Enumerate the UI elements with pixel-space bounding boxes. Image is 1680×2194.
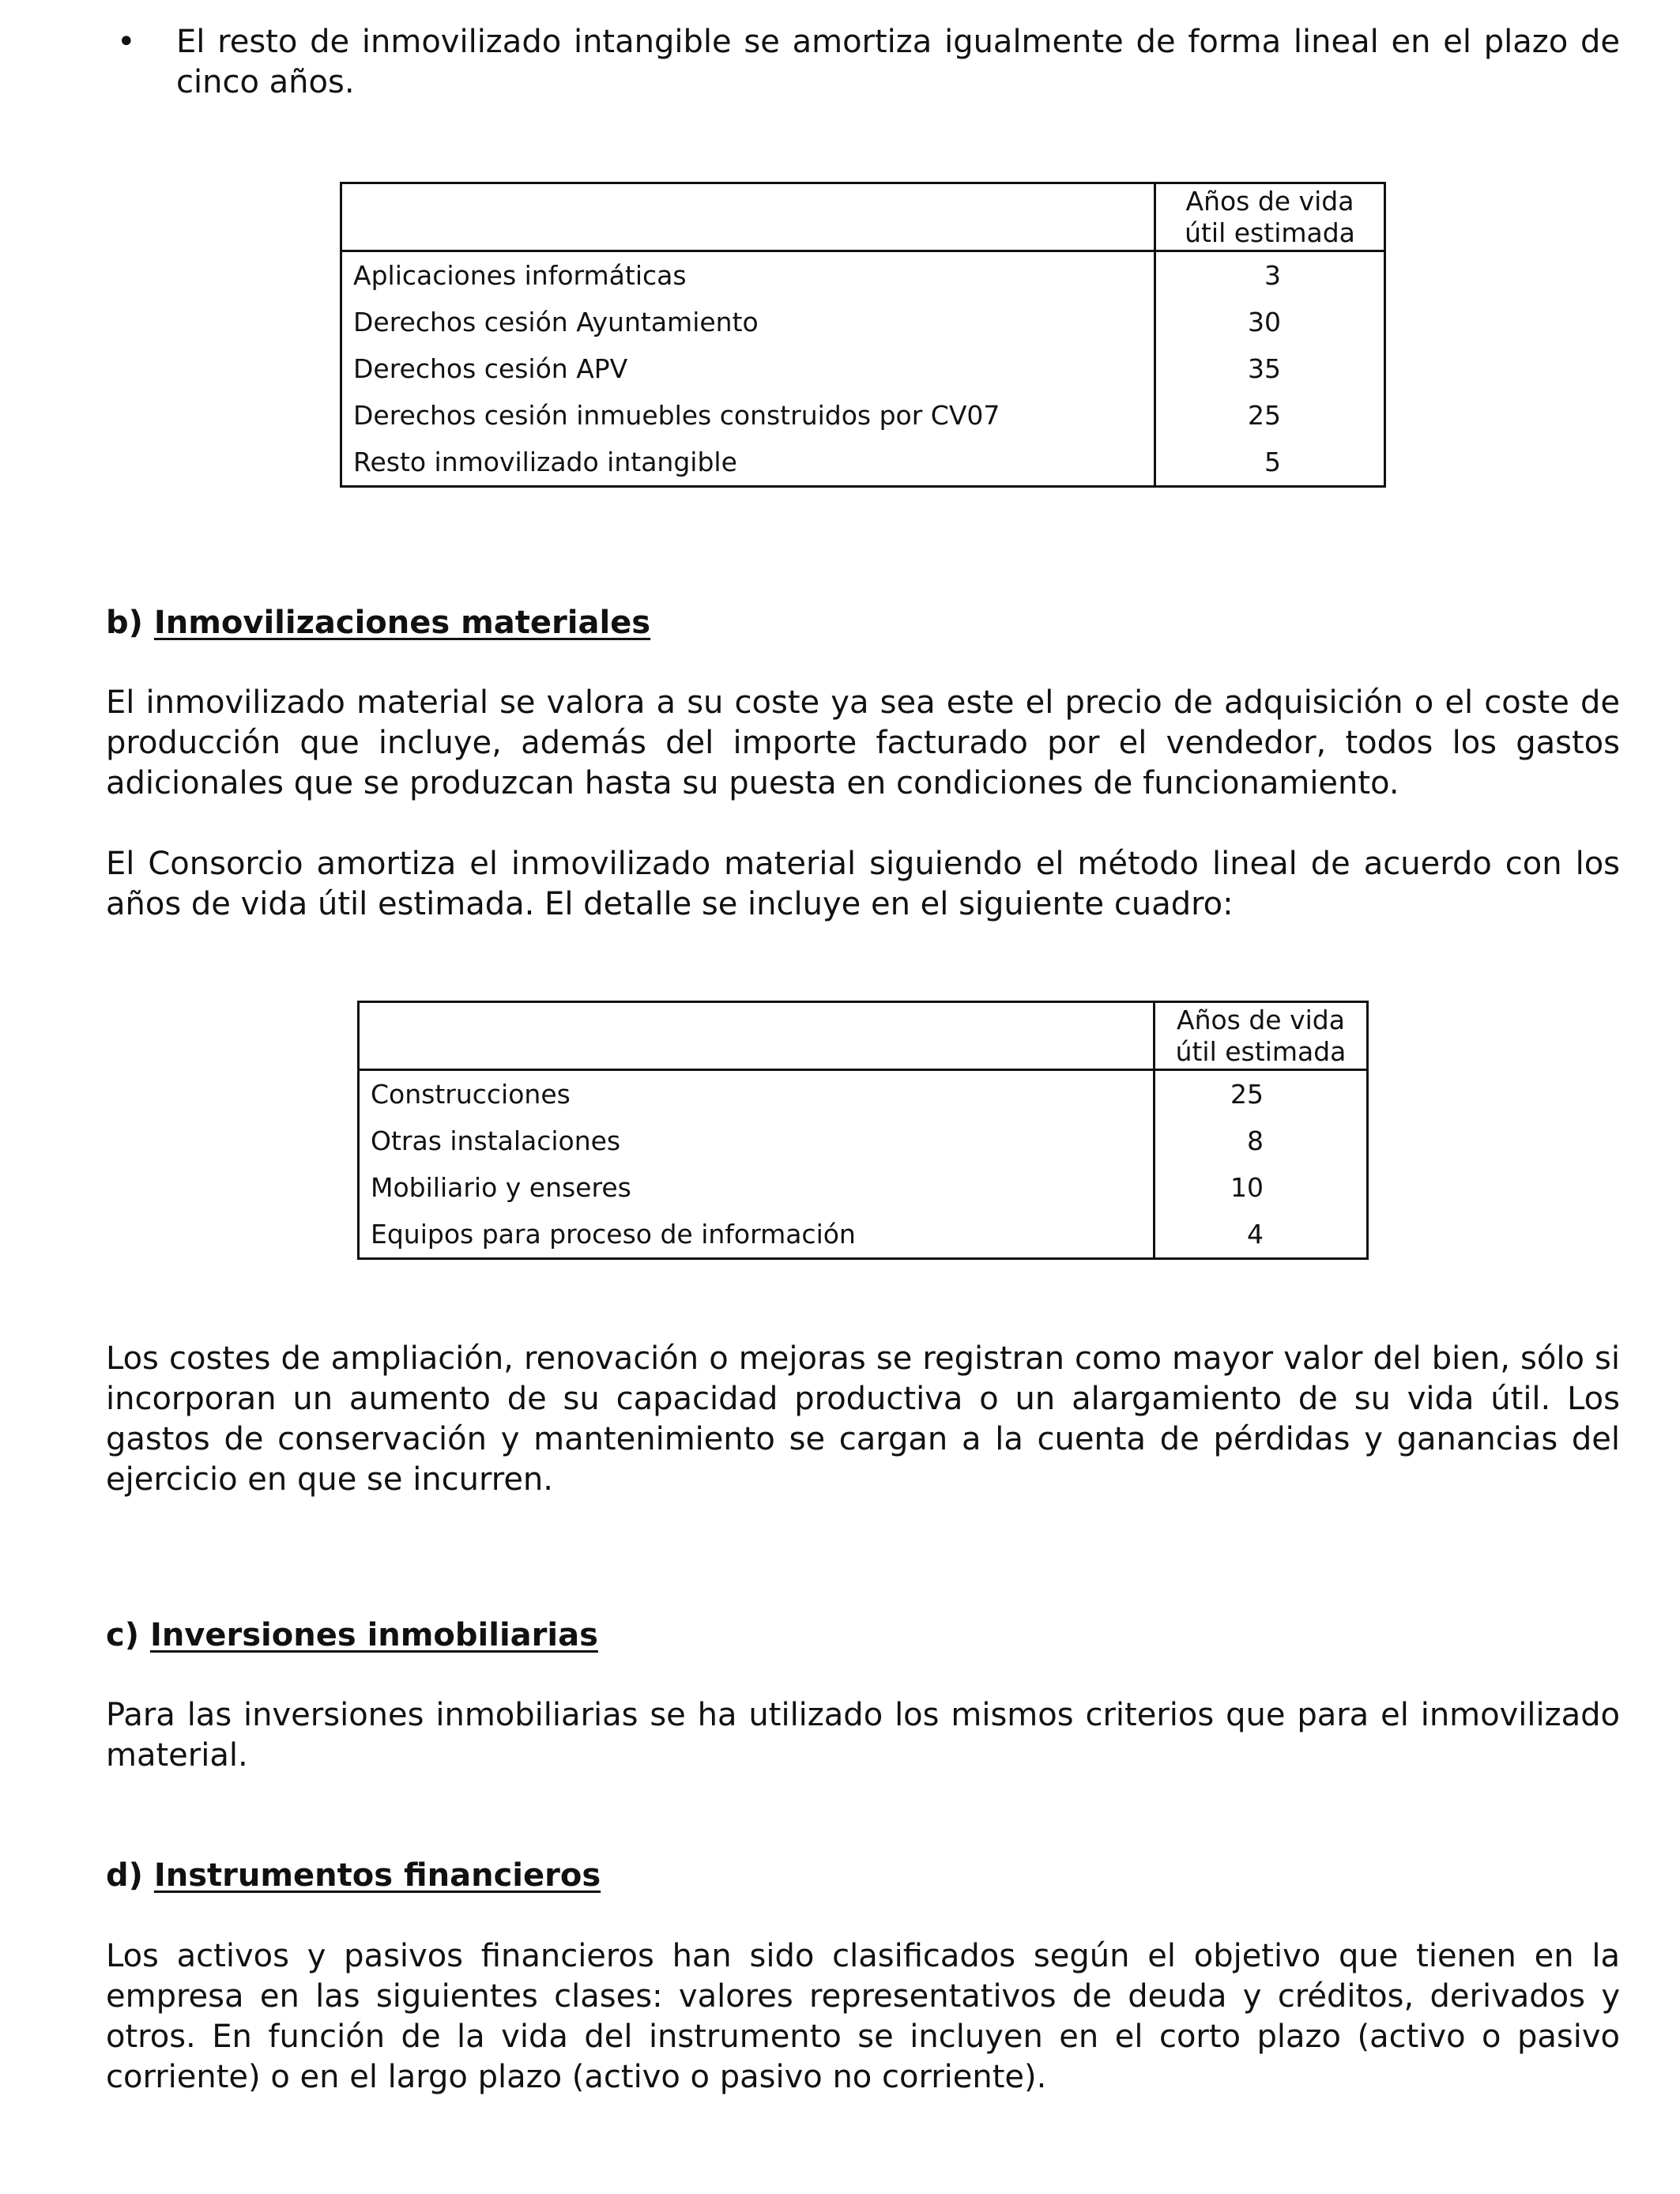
row-label: Derechos cesión Ayuntamiento <box>341 299 1155 345</box>
table-header-line1: Años de vida <box>1177 1004 1345 1035</box>
paragraph-b1: El inmovilizado material se valora a su coste ya sea este el precio de adquisición o el coste de producción que incluye, además del importe facturado por el vendedor, todos los gastos adicionales que se produzcan hasta su puesta en condiciones de funcionamiento. <box>106 684 1620 801</box>
table-header-line2: útil estimada <box>1175 1035 1347 1067</box>
table-row <box>341 345 1385 392</box>
row-label: Aplicaciones informáticas <box>341 251 1155 300</box>
row-value: 25 <box>1155 1070 1368 1118</box>
paragraph-c1: Para las inversiones inmobiliarias se ha utilizado los mismos criterios que para el inmovilizado material. <box>106 1697 1620 1774</box>
row-label: Otras instalaciones <box>359 1118 1155 1164</box>
table-header-years <box>1155 183 1385 251</box>
section-prefix: c) <box>106 1617 139 1653</box>
table-row <box>359 1118 1368 1164</box>
paragraph-d1: Los activos y pasivos financieros han sido clasificados según el objetivo que tienen en la empresa en las siguientes clases: valores representativos de deuda y créditos, derivados y otros. En función de la vida del instrumento se incluyen en el corto plazo (activo o pasivo corriente) o en el largo plazo (activo o pasivo no corriente). <box>106 1938 1620 2095</box>
row-label: Resto inmovilizado intangible <box>341 439 1155 487</box>
table-row <box>359 1211 1368 1259</box>
section-prefix: d) <box>106 1857 143 1894</box>
table-row <box>341 439 1385 487</box>
row-label: Construcciones <box>359 1070 1155 1118</box>
row-value: 3 <box>1155 251 1385 300</box>
table-row <box>359 1070 1368 1118</box>
row-value: 10 <box>1155 1164 1368 1211</box>
section-heading-c <box>106 1615 598 1656</box>
section-title: Inversiones inmobiliarias <box>149 1617 598 1653</box>
paragraph-b3: Los costes de ampliación, renovación o mejoras se registran como mayor valor del bien, sólo si incorporan un aumento de su capacidad productiva o un alargamiento de su vida útil. Los gastos de conservación y mantenimiento se cargan a la cuenta de pérdidas y ganancias del ejercicio en que se incurren. <box>106 1340 1620 1498</box>
section-title: Inmovilizaciones materiales <box>153 605 651 641</box>
table-row <box>359 1164 1368 1211</box>
section-prefix: b) <box>106 605 143 641</box>
row-label: Derechos cesión inmuebles construidos por CV07 <box>341 392 1155 439</box>
table-intangible <box>340 182 1386 488</box>
row-label: Equipos para proceso de información <box>359 1211 1155 1259</box>
table-row <box>341 392 1385 439</box>
row-value: 8 <box>1155 1118 1368 1164</box>
table-row <box>341 299 1385 345</box>
row-value: 25 <box>1155 392 1385 439</box>
table-header-years <box>1155 1002 1368 1070</box>
row-label: Mobiliario y enseres <box>359 1164 1155 1211</box>
section-heading-b <box>106 603 650 643</box>
section-title: Instrumentos financieros <box>153 1857 601 1894</box>
row-value: 4 <box>1155 1211 1368 1259</box>
row-label: Derechos cesión APV <box>341 345 1155 392</box>
section-heading-d <box>106 1856 601 1896</box>
table-material <box>357 1001 1369 1260</box>
table-header-line1: Años de vida <box>1185 185 1354 217</box>
table-header-blank <box>341 183 1155 251</box>
row-value: 30 <box>1155 299 1385 345</box>
table-header-line2: útil estimada <box>1185 217 1355 248</box>
table-row <box>341 251 1385 300</box>
row-value: 5 <box>1155 439 1385 487</box>
table-header-blank <box>359 1002 1155 1070</box>
row-value: 35 <box>1155 345 1385 392</box>
bullet-icon: • <box>117 24 136 60</box>
bullet-text: El resto de inmovilizado intangible se amortiza igualmente de forma lineal en el plazo de cinco años. <box>176 24 1620 100</box>
paragraph-b2: El Consorcio amortiza el inmovilizado material siguiendo el método lineal de acuerdo con los años de vida útil estimada. El detalle se incluye en el siguiente cuadro: <box>106 846 1620 922</box>
